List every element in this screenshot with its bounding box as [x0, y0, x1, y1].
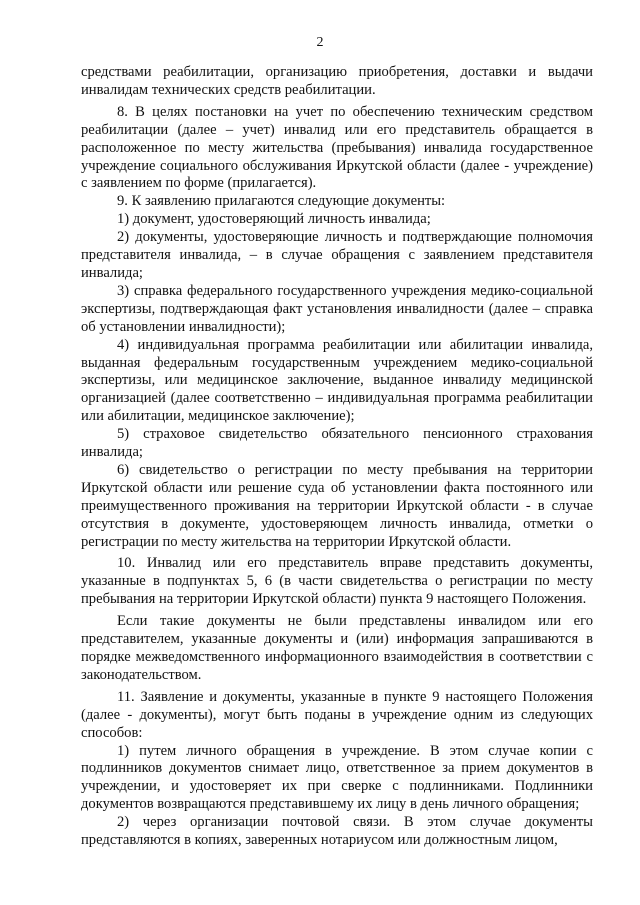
paragraph-item-10: 10. Инвалид или его представитель вправе представить документы, указанные в подпунктах 5, 6 (в части свидетельства о регистрации по месту пребывания на территории Иркутской области) пункта 9 настоящего Положения. [81, 555, 593, 608]
paragraph-continuation: средствами реабилитации, организацию приобретения, доставки и выдачи инвалидам технических средств реабилитации. [81, 64, 593, 98]
paragraph-subitem-9-4: 4) индивидуальная программа реабилитации или абилитации инвалида, выданная федеральным государственным учреждением медико-социальной экспертизы, или медицинское заключение, выданное инвалиду медицинской организацией (далее соответственно – индивидуальная программа реабилитации или абилитации, медицинское заключение); [81, 336, 593, 425]
paragraph-item-10-note: Если такие документы не были представлены инвалидом или его представителем, указанные документы и (или) информация запрашиваются в порядке межведомственного информационного взаимодействия в соответствии с законодательством. [81, 613, 593, 683]
paragraph-subitem-11-1: 1) путем личного обращения в учреждение. В этом случае копии с подлинников документов снимает лицо, ответственное за прием документов в учреждении, и удостоверяет их при сверке с подлинниками. Подлинники документов возвращаются представившему их лицу в день личного обращения; [81, 742, 593, 813]
paragraph-subitem-9-5: 5) страховое свидетельство обязательного пенсионного страхования инвалида; [81, 426, 593, 461]
page-number: 2 [316, 35, 324, 50]
paragraph-item-9: 9. К заявлению прилагаются следующие документы: [117, 193, 446, 210]
paragraph-subitem-9-2: 2) документы, удостоверяющие личность и подтверждающие полномочия представителя инвалида, – в случае обращения с заявлением представителя инвалида; [81, 229, 593, 281]
paragraph-subitem-9-3: 3) справка федерального государственного учреждения медико-социальной экспертизы, подтверждающая факт установления инвалидности (далее – справка об установлении инвалидности); [81, 282, 593, 335]
paragraph-subitem-11-2: 2) через организации почтовой связи. В этом случае документы представляются в копиях, заверенных нотариусом или должностным лицом, [81, 814, 593, 849]
paragraph-subitem-9-1: 1) документ, удостоверяющий личность инвалида; [117, 211, 431, 228]
paragraph-item-11: 11. Заявление и документы, указанные в пункте 9 настоящего Положения (далее - документы), могут быть поданы в учреждение одним из следующих способов: [81, 688, 593, 741]
paragraph-item-8: 8. В целях постановки на учет по обеспечению техническим средством реабилитации (далее – учет) инвалид или его представитель обращается в расположенное по месту жительства (пребывания) инвалида государственное учреждение социального обслуживания Иркутской области (далее - учреждение) с заявлением по форме (прилагается). [81, 103, 593, 192]
paragraph-subitem-9-6: 6) свидетельство о регистрации по месту пребывания на территории Иркутской области или решение суда об установлении факта постоянного или преимущественного проживания на территории Иркутской области - в случае отсутствия в документе, удостоверяющем личность инвалида, отметки о регистрации по месту жительства на территории Иркутской области. [81, 461, 593, 550]
document-body [81, 64, 593, 850]
